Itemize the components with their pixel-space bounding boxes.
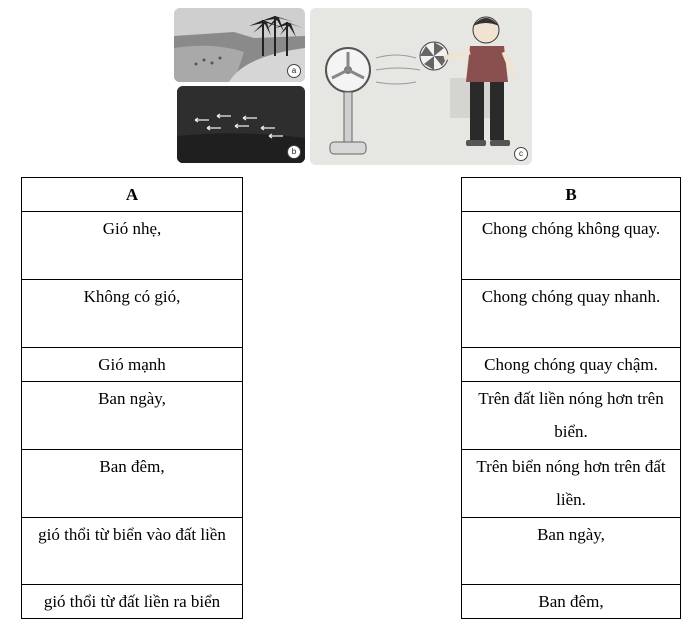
table-a-row: Ban đêm, (22, 450, 243, 518)
beach-palm-trees-icon (174, 8, 305, 82)
table-b-row: Trên biển nóng hơn trên đất liền. (462, 450, 681, 518)
table-a-row: Gió mạnh (22, 348, 243, 382)
panel-letter-a: a (287, 64, 301, 78)
table-a-header: A (22, 178, 243, 212)
panel-letter-c: c (514, 147, 528, 161)
table-a-row: Ban ngày, (22, 382, 243, 450)
table-a (21, 177, 243, 619)
table-a-row: Không có gió, (22, 280, 243, 348)
table-b-row: Trên đất liền nóng hơn trên biển. (462, 382, 681, 450)
table-a-row: Gió nhẹ, (22, 212, 243, 280)
table-a-row: gió thổi từ đất liền ra biển (22, 585, 243, 619)
panel-letter-b: b (287, 145, 301, 159)
table-b (461, 177, 681, 619)
table-b-row: Chong chóng quay nhanh. (462, 280, 681, 348)
table-b-row: Chong chóng không quay. (462, 212, 681, 280)
table-b-header: B (462, 178, 681, 212)
illustration-night-wind (177, 86, 305, 163)
table-a-row: gió thổi từ biển vào đất liền (22, 518, 243, 585)
night-wind-arrows-icon (177, 86, 305, 163)
illustration-beach (174, 8, 305, 82)
table-b-row: Ban đêm, (462, 585, 681, 619)
table-b-row: Ban ngày, (462, 518, 681, 585)
boy-pinwheel-fan-icon (310, 8, 532, 165)
table-b-row: Chong chóng quay chậm. (462, 348, 681, 382)
illustration-boy-fan (310, 8, 532, 165)
